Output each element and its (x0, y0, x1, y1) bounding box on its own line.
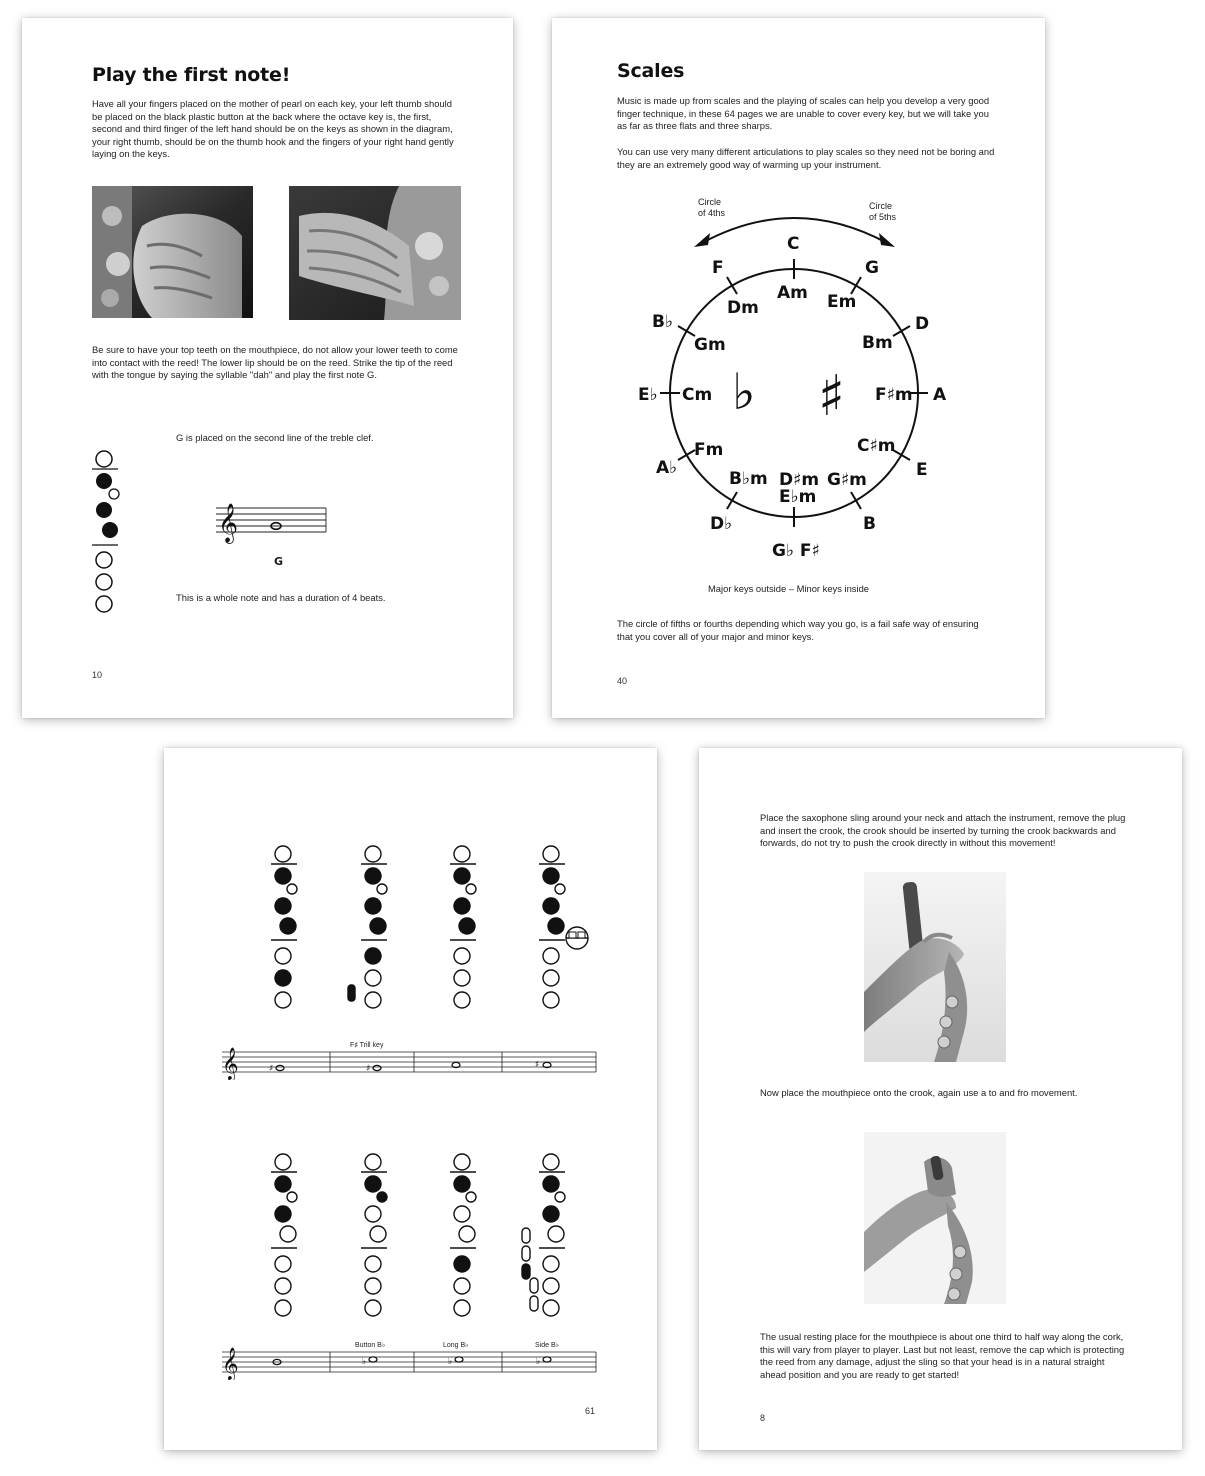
major-key-a: A (933, 385, 947, 405)
book-page-10 (22, 18, 513, 718)
fingering-chart-3 (450, 846, 476, 1008)
scales-paragraph-2: You can use very many different articulations to play scales so they need not be boring and they are an extremely good way of warming up your instrument. (617, 146, 995, 170)
fingering-chart-4 (539, 846, 588, 1008)
page-number: 10 (92, 670, 103, 680)
note-label-button-bb: Button B♭ (355, 1342, 386, 1349)
mouthpiece-placement-photo (864, 1132, 1006, 1304)
major-key-gb-fs: G♭ F♯ (772, 541, 820, 561)
minor-key-gsm: G♯m (827, 470, 867, 490)
minor-key-dm: Dm (727, 298, 759, 318)
major-key-g: G (865, 258, 879, 278)
minor-key-em: Em (827, 292, 857, 312)
fingering-chart-5 (271, 1154, 297, 1316)
note-label-long-bb: Long B♭ (443, 1342, 469, 1349)
svg-text:𝄞: 𝄞 (218, 503, 239, 543)
hand-on-keys-photo-right (289, 186, 461, 320)
major-key-eb: E♭ (638, 385, 658, 405)
sling-paragraph: Place the saxophone sling around your neck and attach the instrument, remove the plug and insert the crook, the crook should be inserted by turning the crook backwards and forwards, do not try to push the crook directly in without this movement! (760, 812, 1126, 849)
intro-paragraph: Have all your fingers placed on the mother of pearl on each key, your left thumb should be placed on the black plastic button at the back where the octave key is, the first, second and third finger of the left hand should be on the keys as shown in the diagram, your right thumb, should be on the thumb hook and the fingers of your right hand gently laying on the keys. (92, 98, 454, 160)
book-page-61 (164, 748, 657, 1450)
svg-text:♭: ♭ (362, 1357, 367, 1367)
treble-staff-g (212, 496, 332, 546)
minor-key-am: Am (777, 283, 808, 303)
note-label-side-bb: Side B♭ (535, 1342, 559, 1349)
svg-text:♭: ♭ (448, 1357, 453, 1367)
svg-text:♯: ♯ (269, 1064, 274, 1074)
circle-5ths-label-line1: Circle (869, 201, 893, 211)
major-key-b: B (863, 514, 876, 534)
svg-text:𝄞: 𝄞 (222, 1347, 239, 1380)
g-caption: G is placed on the second line of the treble clef. (176, 432, 374, 443)
page-number: 8 (760, 1413, 766, 1423)
minor-key-gm: Gm (694, 335, 726, 355)
arrow-left-icon (694, 233, 710, 247)
svg-text:♯: ♯ (366, 1064, 371, 1074)
circle-explanation: The circle of fifths or fourths depending which way you go, is a fail safe way of ensuring that you cover all of your major and minor keys. (617, 618, 979, 642)
minor-key-cm: Cm (682, 385, 713, 405)
treble-staff-row-1 (218, 1040, 600, 1080)
fingering-chart-7 (450, 1154, 476, 1316)
page-title: Play the first note! (92, 64, 291, 86)
minor-key-bm: Bm (862, 333, 893, 353)
note-label-g: G (274, 555, 284, 568)
mouthpiece-paragraph: Now place the mouthpiece onto the crook, again use a to and fro movement. (760, 1087, 1078, 1098)
minor-key-fm: Fm (694, 440, 724, 460)
major-key-bb: B♭ (652, 312, 673, 332)
fingering-charts-row-1 (266, 842, 606, 1017)
crook-insertion-photo (864, 872, 1006, 1062)
note-label-fs-trill-key: F♯ Trill key (350, 1042, 384, 1049)
circle-5ths-label-line2: of 5ths (869, 212, 897, 222)
fingering-chart-2 (348, 846, 387, 1008)
arrow-right-icon (879, 233, 895, 247)
hand-on-keys-photo-left (92, 186, 253, 318)
book-page-40 (552, 18, 1045, 718)
circle-caption: Major keys outside – Minor keys inside (708, 583, 870, 594)
page-title: Scales (617, 60, 685, 82)
fingering-chart-g (90, 446, 124, 618)
minor-key-dsm: D♯m (779, 470, 820, 490)
major-key-e: E (916, 460, 928, 480)
fingering-charts-row-2 (266, 1150, 606, 1325)
scales-paragraph-1: Music is made up from scales and the playing of scales can help you develop a very good finger technique, in these 64 pages we are unable to cover every key, but we will take you as far as three flats and three sharps. (617, 95, 990, 132)
minor-key-fsm: F♯m (875, 385, 913, 405)
major-key-c: C (787, 234, 800, 254)
major-key-f: F (712, 258, 724, 278)
major-key-ab: A♭ (656, 458, 678, 478)
page-number: 61 (585, 1406, 596, 1416)
circle-4ths-label-line2: of 4ths (698, 208, 726, 218)
flat-symbol-icon: ♭ (732, 363, 756, 421)
minor-key-csm: C♯m (857, 436, 896, 456)
svg-text:𝄞: 𝄞 (222, 1047, 239, 1080)
svg-text:♯: ♯ (535, 1060, 540, 1070)
book-page-8 (699, 748, 1182, 1450)
svg-text:♭: ♭ (536, 1357, 541, 1367)
page-number: 40 (617, 676, 628, 686)
major-key-db: D♭ (710, 514, 733, 534)
fingering-chart-1 (271, 846, 297, 1008)
sharp-symbol-icon: ♯ (818, 364, 846, 429)
minor-key-bbm: B♭m (729, 469, 768, 489)
minor-key-ebm: E♭m (779, 487, 817, 507)
whole-note-caption: This is a whole note and has a duration of 4 beats. (176, 592, 386, 603)
major-key-d: D (915, 314, 930, 334)
circle-of-fifths (632, 193, 972, 563)
resting-place-paragraph: The usual resting place for the mouthpiece is about one third to half way along the cork, this will vary from player to player. Last but not least, remove the cap which is protecting the reed from any damage, adjust the sling so that your head is in a natural straight ahead position and you are ready to get started! (760, 1331, 1125, 1380)
reed-paragraph: Be sure to have your top teeth on the mouthpiece, do not allow your lower teeth to come into contact with the reed! The lower lip should be on the reed. Strike the tip of the reed with the tongue by saying the syllable "dah" and play the first note G. (92, 344, 458, 381)
fingering-chart-6 (361, 1154, 387, 1316)
circle-4ths-label-line1: Circle (698, 197, 722, 207)
fingering-chart-8 (522, 1154, 565, 1316)
